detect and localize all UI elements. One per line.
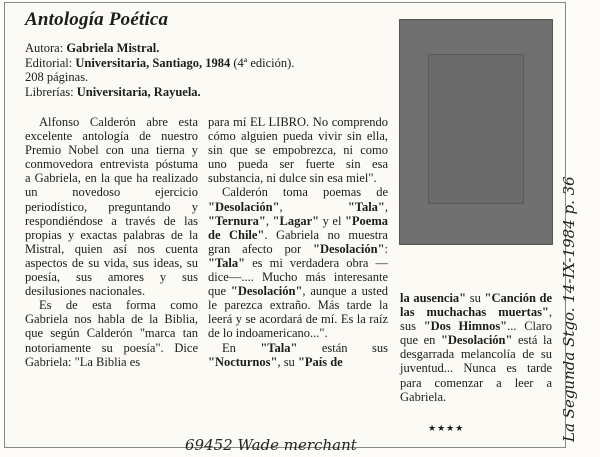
paragraph: Es de esta forma como Gabriela nos habla de la Biblia, que según Calderón "marca tan notoriamente su poesía". Dice Gabriela: "La Biblia es <box>25 298 198 369</box>
stores-label: Librerías: <box>25 84 74 99</box>
publisher-line <box>25 56 395 71</box>
paragraph: En "Tala" están sus "Nocturnos", su "País de <box>208 340 389 369</box>
stores-line <box>25 85 395 100</box>
article-column-1 <box>25 115 198 369</box>
paragraph: para mí EL LIBRO. No comprendo cómo alguien pueda vivir sin ella, sin que se empobrezca, ni como uno pueda ser fuerte sin esa substancia, ni dulce sin esa miel". <box>208 115 388 186</box>
newspaper-clipping <box>4 2 566 448</box>
paragraph: la ausencia" su "Canción de las muchachas muertas", sus "Dos Himnos"... Claro que en "Desolación" está la desgarrada melancolía de su juventud... Nunca es tarde para comenzar a leer a Gabriela. <box>400 291 553 404</box>
article-column-3 <box>400 291 552 404</box>
article-title: Antología Poética <box>25 9 169 30</box>
paragraph: Calderón toma poemas de "Desolación", "Tala", "Ternura", "Lagar" y el "Poema de Chile". Gabriela no muestra gran afecto por "Desolación": "Tala" es mi verdadera obra —dice—.... Mucho más interesante que "Desolación", aunque a usted le parezca extraño. Más tarde la leerá y se acordará de mí. Es la raíz de lo indoamericano...". <box>208 185 389 341</box>
book-cover-inner <box>428 54 524 204</box>
paragraph: Alfonso Calderón abre esta excelente antología de nuestro Premio Nobel con una tierna y conmovedora entrevista póstuma a Gabriela, en la que ha realizado un novedoso ejercicio periodístico, preguntando y respondiéndose a través de las propias y exactas palabras de la Mistral, quien así nos cuenta aspectos de su vida, sus ideas, su poesía, sus amores y sus desilusiones nacionales. <box>25 115 198 299</box>
article-column-2 <box>208 115 388 369</box>
publisher-label: Editorial: <box>25 55 73 70</box>
stores-value: Universitaria, Rayuela. <box>76 84 201 99</box>
edition: (4ª edición). <box>233 55 295 70</box>
rating-stars: ★★★★ <box>428 423 465 433</box>
publisher-value: Universitaria, Santiago, 1984 <box>75 55 231 70</box>
author-line <box>25 41 395 56</box>
book-metadata <box>25 41 395 99</box>
author-label: Autora: <box>25 41 64 55</box>
handwritten-bottom-note: 69452 Wade merchant <box>185 436 357 454</box>
pages-line: 208 páginas. <box>25 70 89 84</box>
handwritten-source-note: La Segunda Stgo. 14-IX-1984 p. 36 <box>560 176 578 442</box>
book-cover-photo <box>399 19 553 245</box>
author-value: Gabriela Mistral. <box>66 41 160 55</box>
